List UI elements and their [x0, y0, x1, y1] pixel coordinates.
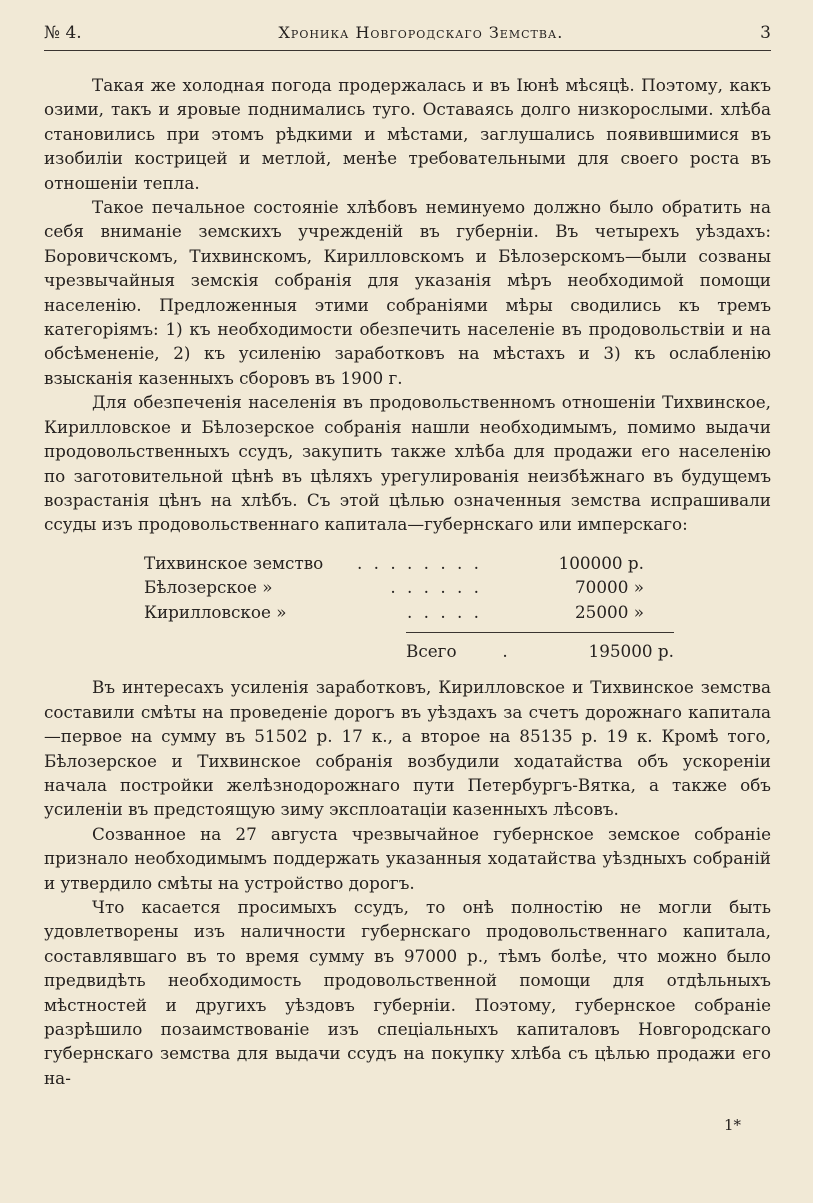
document-page [44, 18, 771, 1188]
row-amount: 25000 » [575, 601, 644, 622]
row-dots: . . . . . . . . [356, 552, 482, 573]
table-row [144, 575, 674, 599]
header-rule [44, 50, 771, 51]
total-rule [406, 632, 674, 633]
running-header [44, 18, 771, 48]
paragraph: Такое печальное состояніе хлѣбовъ неминуемо должно было обратить на себя вниманіе земскихъ учрежденій въ губерніи. Въ четырехъ уѣздахъ: Боровичскомъ, Тихвинскомъ, Кирилловскомъ и Бѣлозерскомъ—были созваны чрезвычайныя земскія собранія для указанія мѣръ необходимой помощи населенію. Предложенныя этими собраніями мѣры сводились къ тремъ категоріямъ: 1) къ необходимости обезпечить населеніе въ продовольствіи и на обсѣмененіе, 2) къ усиленію заработковъ на мѣстахъ и 3) къ ослабленію взысканія казенныхъ сборовъ въ 1900 г. [44, 197, 771, 388]
paragraph: Что касается просимыхъ ссудъ, то онѣ полностію не могли быть удовлетворены изъ наличности губернскаго продовольственнаго капитала, составлявшаго въ то время сумму въ 97000 р., тѣмъ болѣе, что можно было предвидѣть необходимость продовольственной помощи для отдѣльныхъ мѣстностей и другихъ уѣздовъ губерніи. Поэтому, губернское собраніе разрѣшило позаимствованіе изъ спеціальныхъ капиталовъ Новгородскаго губернскаго земства для выдачи ссудъ на покупку хлѣба съ цѣлью продажи его на- [44, 896, 771, 1088]
row-dots: . . . . . [406, 601, 482, 622]
page-number: 3 [760, 23, 771, 43]
row-name: Кирилловское » [144, 601, 287, 622]
total-amount: 195000 р. [588, 640, 674, 661]
row-name: Бѣлозерское » [144, 577, 273, 598]
paragraph: Созванное на 27 августа чрезвычайное губернское земское собраніе признало необходимымъ поддержать указанныя ходатайства уѣздныхъ собраній и утвердило смѣты на устройство дорогъ. [44, 823, 771, 893]
journal-title: Хроника Новгородскаго Земства. [278, 23, 564, 42]
signature-mark: 1* [723, 1116, 741, 1134]
total-label: Всего [406, 640, 457, 661]
row-name: Тихвинское земство [144, 552, 324, 573]
loans-table [144, 551, 674, 664]
paragraph: Такая же холодная погода продержалась и въ Іюнѣ мѣсяцѣ. Поэтому, какъ озими, такъ и яровые поднимались туго. Оставаясь долго низкорослыми. хлѣба становились при этомъ рѣдкими и мѣстами, заглушались появившимися въ изобиліи кострицей и метлой, менѣе требовательными для своего роста въ отношеніи тепла. [44, 75, 771, 193]
table-row [144, 600, 674, 624]
row-dots: . . . . . . [390, 577, 482, 598]
paragraph: Въ интересахъ усиленія заработковъ, Кирилловское и Тихвинское земства составили смѣты на проведеніе дорогъ въ уѣздахъ за счетъ дорожнаго капитала—первое на сумму въ 51502 р. 17 к., а второе на 85135 р. 19 к. Кромѣ того, Бѣлозерское и Тихвинское собранія возбудили ходатайства объ ускореніи начала постройки желѣзнодорожнаго пути Петербургъ-Вятка, а также объ усиленіи въ предстоящую зиму эксплоатаціи казенныхъ лѣсовъ. [44, 677, 771, 820]
table-row [144, 551, 674, 575]
row-amount: 70000 » [575, 577, 644, 598]
total-dot: . [502, 640, 508, 661]
total-row [144, 639, 674, 663]
article-body [44, 73, 771, 1090]
issue-number: № 4. [44, 23, 82, 43]
paragraph: Для обезпеченія населенія въ продовольственномъ отношеніи Тихвинское, Кирилловское и Бѣлозерское собранія нашли необходимымъ, помимо выдачи продовольственныхъ ссудъ, закупить также хлѣба для продажи его населенію по заготовительной цѣнѣ въ цѣляхъ урегулированія неизбѣжнаго въ будущемъ возрастанія цѣнъ на хлѣбъ. Съ этой цѣлью означенныя земства испрашивали ссуды изъ продовольственнаго капитала—губернскаго или имперскаго: [44, 392, 771, 535]
row-amount: 100000 р. [558, 552, 644, 573]
